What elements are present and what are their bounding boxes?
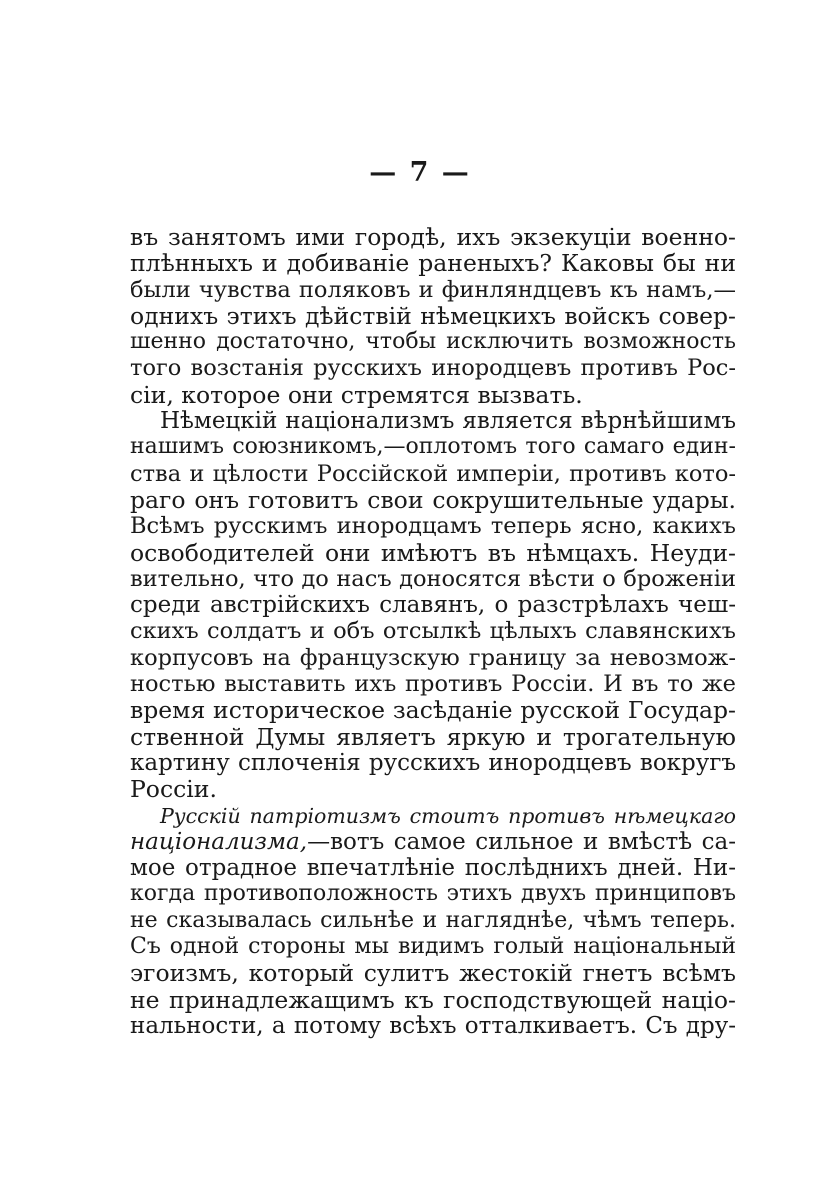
text-line: эгоизмъ, который сулитъ жестокій гнетъ всѣмъ [130,959,736,988]
text-line [130,803,736,829]
text-line: плѣнныхъ и добиваніе раненыхъ? Каковы бы ни [130,249,736,278]
text-line: среди австрійскихъ славянъ, о разстрѣлахъ чеш- [130,592,736,619]
paragraph-2 [130,408,736,802]
text-line: Съ одной стороны мы видимъ голый національный [130,934,736,960]
italic-text: націонализма, [130,828,308,855]
italic-text: Русскій патріотизмъ стоитъ противъ нѣмецкаго [160,803,736,828]
text-span: —вотъ самое сильное и вмѣстѣ са- [307,828,736,855]
text-line: освободителей они имѣютъ въ нѣмцахъ. Неуди- [130,538,736,567]
text-line: нальности, а потому всѣхъ отталкиваетъ. Съ дру- [130,1012,736,1039]
page-number: — 7 — [369,157,471,188]
text-line: однихъ этихъ дѣйствій нѣмецкихъ войскъ совер- [130,301,736,330]
text-line: ностью выставить ихъ противъ Россіи. И въ то же [130,671,736,698]
text-line: время историческое засѣданіе русской Государ- [130,696,736,725]
text-line: шенно достаточно, чтобы исключить возможность [130,329,736,355]
text-line: были чувства поляковъ и финляндцевъ къ намъ,— [130,276,736,303]
text-line [130,829,736,855]
text-line: въ занятомъ ими городѣ, ихъ экзекуціи военно- [130,223,736,251]
text-line: ственной Думы являетъ яркую и трогательную [130,722,736,751]
text-line: Россіи. [130,775,217,804]
paragraph-1 [130,224,736,408]
text-line: когда противоположность этихъ двухъ принциповъ [130,881,736,907]
text-line: Нѣмецкій націонализмъ является вѣрнѣйшимъ [160,408,736,435]
text-line: не принадлежащимъ къ господствующей націо- [130,985,736,1014]
text-line: картину сплоченія русскихъ инородцевъ вокругъ [130,749,736,776]
text-line: нашимъ союзникомъ,—оплотомъ того самаго един- [130,434,736,460]
text-line: не сказывалась сильнѣе и нагляднѣе, чѣмъ теперь. [130,907,736,933]
text-line: ства и цѣлости Россійской имперіи, противъ кото- [130,460,736,487]
paragraph-3 [130,803,736,1040]
text-line: мое отрадное впечатлѣніе послѣднихъ дней. Ни- [130,855,736,882]
text-line: того возстанія русскихъ инородцевъ противъ Рос- [130,355,736,382]
text-line: сіи, которое они стремятся вызвать. [130,380,583,409]
body-text [130,224,736,1039]
text-line: скихъ солдатъ и объ отсылкѣ цѣлыхъ славянскихъ [130,618,736,645]
text-line: Всѣмъ русскимъ инородцамъ теперь ясно, какихъ [130,513,736,540]
text-line: вительно, что до насъ доносятся вѣсти о броженіи [130,565,736,592]
text-line: корпусовъ на французскую границу за невозмож- [130,644,736,671]
text-line: раго онъ готовитъ свои сокрушительные удары. [130,485,736,514]
